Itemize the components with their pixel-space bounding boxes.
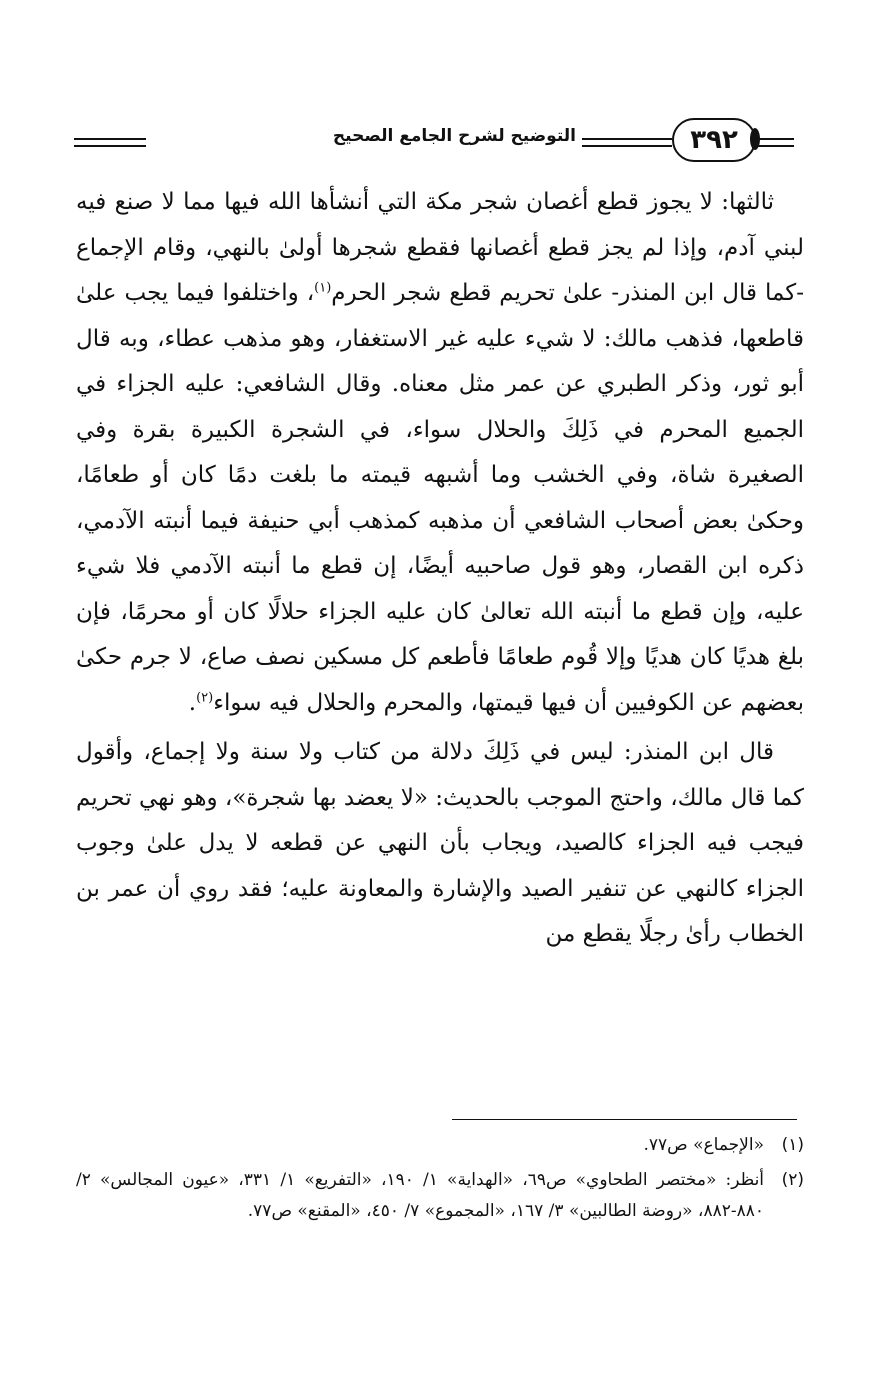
paragraph-text: ثالثها: لا يجوز قطع أغصان شجر مكة التي أنشأها الله فيها مما لا صنع فيه لبني آدم، وإذا لم يجز قطع أغصانها فقطع شجرها أولىٰ بالنهي، وقام الإجماع -كما قال ابن المنذر- علىٰ تحريم قطع شجر الحرم [76, 189, 804, 306]
footnote-number: (١) [781, 1135, 804, 1155]
paragraph-text: ، واختلفوا فيما يجب علىٰ قاطعها، فذهب مالك: لا شيء عليه غير الاستغفار، وهو مذهب عطاء، وبه قال أبو ثور، وذكر الطبري عن عمر مثل معناه. وقال الشافعي: عليه الجزاء في الجميع المحرم في ذَلِكَ والحلال سواء، في الشجرة الكبيرة بقرة وفي الصغيرة شاة، وفي الخشب وما أشبهه قيمته ما بلغت دمًا كان أو طعامًا، وحكىٰ بعض أصحاب الشافعي أن مذهبه كمذهب أبي حنيفة فيما أنبته الآدمي، ذكره ابن القصار، وهو قول صاحبيه أيضًا، إن قطع ما أنبته الآدمي فلا شيء عليه، وإن قطع ما أنبته الله تعالىٰ كان عليه الجزاء حلالًا كان أو محرمًا، فإن بلغ هديًا كان هديًا وإلا قُوم طعامًا فأطعم كل مسكين نصف صاع، لا جرم حكىٰ بعضهم عن الكوفيين أن فيها قيمتها، والمحرم والحلال فيه سواء [76, 280, 804, 716]
page-number: ٣٩٢ [672, 118, 756, 162]
header-double-rule [582, 138, 672, 147]
footnote-ref: (١) [314, 280, 332, 296]
footnote [76, 1165, 804, 1227]
paragraph-text: قال ابن المنذر: ليس في ذَلِكَ دلالة من كتاب ولا سنة ولا إجماع، وأقول كما قال مالك، واحتج الموجب بالحديث: «لا يعضد بها شجرة»، وهو نهي تحريم فيجب فيه الجزاء كالصيد، ويجاب بأن النهي عن قطعه لا يدل علىٰ وجوب الجزاء كالنهي عن تنفير الصيد والإشارة والمعاونة عليه؛ فقد روي أن عمر بن الخطاب رأىٰ رجلًا يقطع من [76, 739, 804, 947]
footnote-ref: (٢) [196, 689, 214, 705]
paragraph [76, 180, 804, 726]
footnote-separator [452, 1119, 797, 1120]
paragraph [76, 730, 804, 958]
main-text [76, 180, 804, 958]
footnote-text: «الإجماع» ص٧٧. [643, 1135, 764, 1155]
footnote-number: (٢) [781, 1170, 804, 1190]
footnote [76, 1130, 804, 1161]
footnote-text: أنظر: «مختصر الطحاوي» ص٦٩، «الهداية» ١/ ١٩٠، «التفريع» ١/ ٣٣١، «عيون المجالس» ٢/ ٨٨٠-٨٨٢، «روضة الطالبين» ٣/ ١٦٧، «المجموع» ٧/ ٤٥٠، «المقنع» ص٧٧. [76, 1170, 765, 1221]
header-double-rule [74, 138, 146, 147]
footnotes [76, 1130, 804, 1231]
book-title: التوضيح لشرح الجامع الصحيح [332, 126, 576, 146]
paragraph-text: . [188, 689, 197, 716]
header-double-rule [754, 138, 794, 147]
page-header [74, 116, 794, 176]
